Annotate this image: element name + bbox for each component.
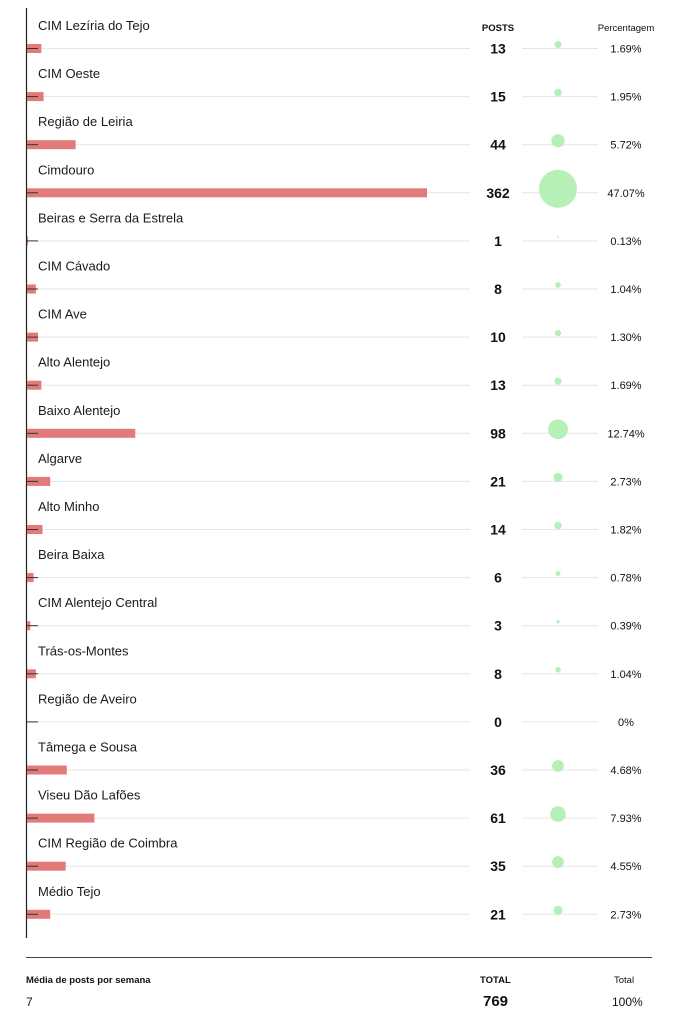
percentage-bubble bbox=[553, 906, 562, 915]
region-label: Baixo Alentejo bbox=[38, 402, 121, 418]
posts-value: 61 bbox=[490, 810, 506, 827]
posts-value: 21 bbox=[490, 473, 506, 490]
region-label: Algarve bbox=[38, 450, 83, 466]
percentage-value: 1.04% bbox=[610, 284, 642, 296]
region-label: Viseu Dão Lafões bbox=[38, 787, 141, 803]
percentage-value: 5.72% bbox=[610, 139, 642, 152]
percentage-value: 1.69% bbox=[610, 43, 642, 56]
chart-row bbox=[27, 595, 642, 634]
chart-row bbox=[27, 162, 645, 208]
region-label: Tâmega e Sousa bbox=[38, 739, 138, 755]
percentage-bubble bbox=[555, 330, 561, 336]
percentage-bubble bbox=[556, 571, 561, 576]
percentage-bubble bbox=[554, 378, 561, 385]
chart-row bbox=[27, 114, 642, 153]
percentage-bubble bbox=[539, 170, 577, 208]
percentage-value: 7.93% bbox=[610, 813, 642, 826]
percentage-value: 0% bbox=[618, 716, 634, 729]
percentage-bubble bbox=[555, 282, 561, 288]
average-posts-label: Média de posts por semana bbox=[26, 975, 151, 986]
percentage-column-header: Percentagem bbox=[597, 23, 655, 34]
percentage-value: 2.73% bbox=[610, 476, 642, 489]
percentage-bubble bbox=[554, 522, 561, 529]
posts-value: 362 bbox=[486, 184, 510, 201]
total-posts-value: 769 bbox=[483, 993, 509, 1010]
percentage-bubble bbox=[554, 41, 561, 48]
posts-value: 44 bbox=[490, 136, 506, 153]
chart-row bbox=[27, 210, 642, 249]
posts-value: 8 bbox=[494, 281, 502, 297]
region-label: Beiras e Serra da Estrela bbox=[38, 210, 184, 226]
chart-row bbox=[27, 66, 642, 105]
chart-row bbox=[27, 307, 642, 346]
chart-row bbox=[27, 451, 642, 490]
footer-divider bbox=[26, 957, 652, 958]
percentage-bubble bbox=[556, 620, 559, 623]
chart-row bbox=[27, 740, 642, 779]
region-label: Alto Minho bbox=[38, 499, 100, 514]
percentage-value: 1.82% bbox=[610, 524, 642, 537]
chart-row bbox=[27, 547, 642, 586]
percentage-bubble bbox=[552, 856, 564, 868]
percentage-value: 1.95% bbox=[610, 91, 642, 104]
percentage-bubble bbox=[554, 89, 562, 97]
region-label: CIM Alentejo Central bbox=[38, 595, 158, 611]
total-percentage-label: Total bbox=[614, 975, 635, 986]
total-posts-label: TOTAL bbox=[480, 975, 511, 986]
percentage-value: 2.73% bbox=[610, 909, 642, 922]
posts-value: 8 bbox=[494, 665, 502, 682]
region-label: Beira Baixa bbox=[38, 547, 105, 563]
region-label: Alto Alentejo bbox=[38, 354, 111, 370]
percentage-bubble bbox=[555, 667, 561, 673]
chart-rows bbox=[27, 18, 645, 922]
region-label: Médio Tejo bbox=[38, 883, 101, 899]
region-label: CIM Cávado bbox=[38, 258, 111, 274]
percentage-bubble bbox=[551, 134, 564, 147]
region-label: CIM Região de Coimbra bbox=[38, 835, 178, 851]
percentage-bubble bbox=[552, 760, 564, 772]
chart-row bbox=[27, 18, 642, 57]
percentage-value: 12.74% bbox=[607, 428, 645, 441]
region-label: CIM Oeste bbox=[38, 66, 101, 82]
chart-row bbox=[27, 691, 634, 730]
posts-value: 98 bbox=[490, 425, 506, 442]
posts-value: 21 bbox=[490, 906, 506, 923]
chart-row bbox=[27, 788, 642, 827]
percentage-bubble bbox=[557, 236, 559, 238]
chart-row bbox=[27, 499, 642, 538]
average-posts-value: 7 bbox=[26, 995, 33, 1009]
chart-row bbox=[27, 259, 642, 298]
posts-value: 15 bbox=[490, 88, 506, 105]
posts-bar bbox=[27, 188, 427, 197]
percentage-value: 0.13% bbox=[610, 235, 642, 248]
region-label: Trás-os-Montes bbox=[38, 643, 129, 659]
percentage-value: 1.69% bbox=[610, 380, 642, 393]
percentage-value: 4.68% bbox=[610, 765, 642, 777]
total-percentage-value: 100% bbox=[612, 995, 643, 1009]
posts-value: 3 bbox=[494, 617, 502, 634]
region-label: CIM Ave bbox=[38, 306, 87, 322]
posts-value: 10 bbox=[490, 329, 506, 346]
chart-row bbox=[27, 643, 642, 682]
percentage-value: 0.78% bbox=[610, 572, 642, 585]
posts-column-header: POSTS bbox=[481, 23, 515, 34]
posts-value: 14 bbox=[490, 521, 506, 538]
chart-row bbox=[27, 884, 642, 923]
percentage-value: 0.39% bbox=[610, 620, 642, 633]
region-label: Região de Aveiro bbox=[38, 691, 137, 707]
region-label: CIM Lezíria do Tejo bbox=[38, 18, 150, 33]
posts-bar bbox=[27, 429, 135, 438]
percentage-value: 1.30% bbox=[610, 332, 642, 345]
posts-value: 0 bbox=[494, 713, 502, 730]
percentage-bubble bbox=[548, 419, 568, 439]
chart-row bbox=[27, 836, 642, 875]
percentage-bubble bbox=[553, 473, 562, 482]
region-label: Região de Leiria bbox=[38, 114, 133, 130]
posts-value: 13 bbox=[490, 40, 506, 57]
percentage-value: 1.04% bbox=[610, 668, 642, 681]
posts-value: 1 bbox=[494, 232, 502, 249]
percentage-bubble bbox=[550, 806, 566, 822]
posts-value: 13 bbox=[490, 377, 506, 394]
chart-row bbox=[27, 355, 642, 394]
percentage-value: 47.07% bbox=[607, 187, 645, 200]
percentage-value: 4.55% bbox=[610, 861, 642, 874]
posts-value: 35 bbox=[490, 858, 506, 875]
posts-value: 36 bbox=[490, 762, 506, 778]
chart-row bbox=[27, 403, 645, 442]
region-label: Cimdouro bbox=[38, 162, 95, 178]
posts-value: 6 bbox=[494, 569, 502, 586]
